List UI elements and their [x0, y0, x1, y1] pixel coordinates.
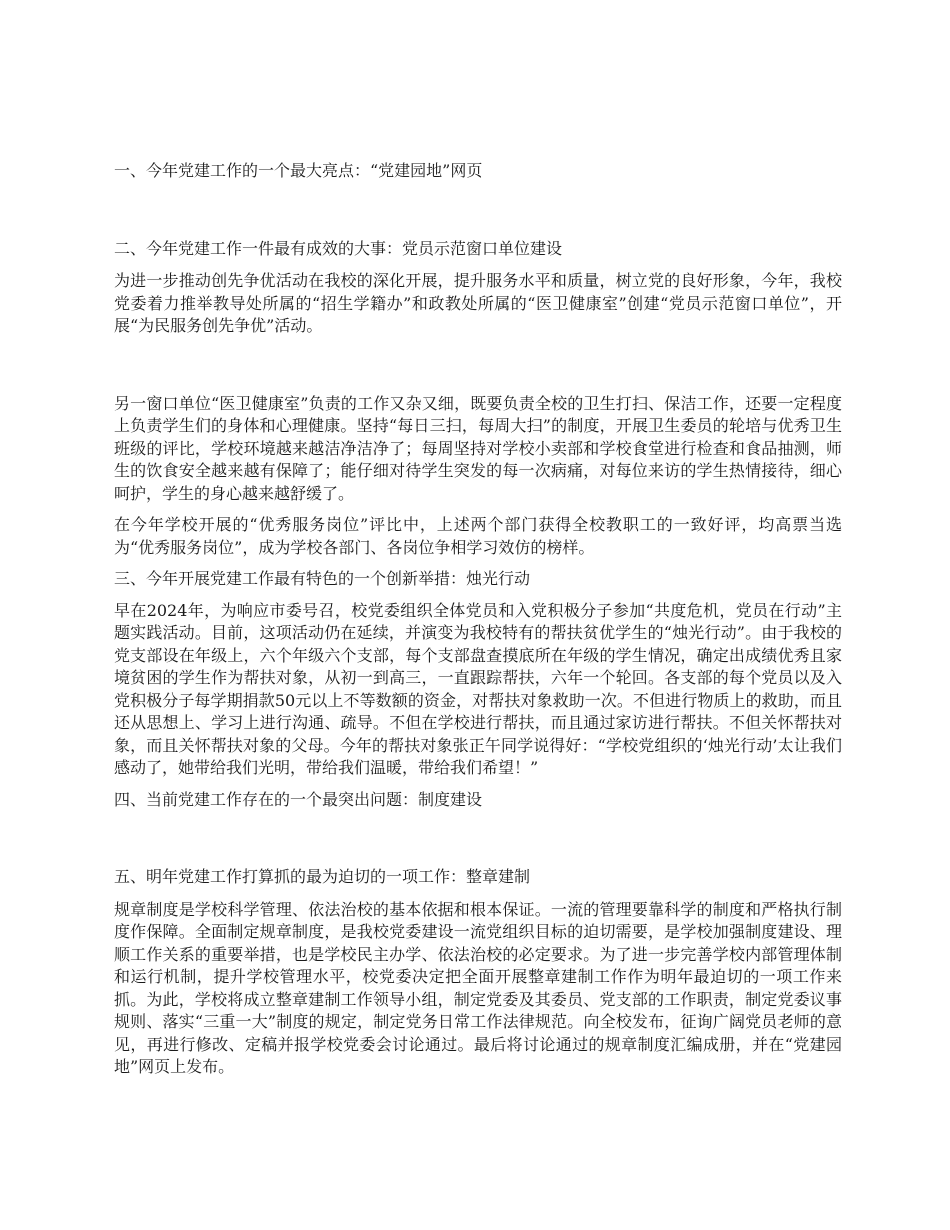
paragraph-rules-system: 规章制度是学校科学管理、依法治校的基本依据和根本保证。一流的管理要靠科学的制度和严格执行制度作保障。全面制定规章制度，是我校党委建设一流党组织目标的迫切需要，是学校加强制度建设、理顺工作关系的重要举措，也是学校民主办学、依法治校的必定要求。为了进一步完善学校内部管理体制和运行机制，提升学校管理水平，校党委决定把全面开展整章建制工作作为明年最迫切的一项工作来抓。为此，学校将成立整章建制工作领导小组，制定党委及其委员、党支部的工作职责，制定党委议事规则、落实“三重一大”制度的规定，制定党务日常工作法律规范。向全校发布，征询广阔党员老师的意见，再进行修改、定稿并报学校党委会讨论通过。最后将讨论通过的规章制度汇编成册，并在“党建园地”网页上发布。 [114, 899, 842, 1076]
section-heading-2: 二、今年党建工作一件最有成效的大事：党员示范窗口单位建设 [114, 238, 563, 258]
paragraph-demonstration-window: 为进一步推动创先争优活动在我校的深化开展，提升服务水平和质量，树立党的良好形象，今年，我校党委着力推举教导处所属的“招生学籍办”和政教处所属的“医卫健康室”创建“党员示范窗口单位”，开展“为民服务创先争优”活动。 [114, 271, 842, 335]
paragraph-service-award: 在今年学校开展的“优秀服务岗位”评比中，上述两个部门获得全校教职工的一致好评，均高票当选为“优秀服务岗位”，成为学校各部门、各岗位争相学习效仿的榜样。 [114, 515, 842, 557]
section-heading-4: 四、当前党建工作存在的一个最突出问题：制度建设 [114, 789, 483, 809]
section-heading-1: 一、今年党建工作的一个最大亮点：“党建园地”网页 [114, 161, 483, 180]
section-heading-3: 三、今年开展党建工作最有特色的一个创新举措：烛光行动 [114, 569, 531, 588]
section-heading-5: 五、明年党建工作打算抓的最为迫切的一项工作：整章建制 [114, 867, 531, 886]
paragraph-health-room: 另一窗口单位“医卫健康室”负责的工作又杂又细，既要负责全校的卫生打扫、保洁工作，还要一定程度上负责学生们的身体和心理健康。坚持“每日三扫，每周大扫”的制度，开展卫生委员的轮培与优秀卫生班级的评比，学校环境越来越洁净洁净了；每周坚持对学校小卖部和学校食堂进行检查和食品抽测，师生的饮食安全越来越有保障了；能仔细对待学生突发的每一次病痛，对每位来访的学生热情接待，细心呵护，学生的身心越来越舒缓了。 [114, 393, 842, 503]
document-body [114, 160, 842, 1079]
paragraph-candlelight-action: 早在2024年，为响应市委号召，校党委组织全体党员和入党积极分子参加“共度危机，党员在行动”主题实践活动。目前，这项活动仍在延续，并演变为我校特有的帮扶贫优学生的“烛光行动”。由于我校的党支部设在年级上，六个年级六个支部，每个支部盘查摸底所在年级的学生情况，确定出成绩优秀且家境贫困的学生作为帮扶对象，从初一到高三，一直跟踪帮扶，六年一个轮回。各支部的每个党员以及入党积极分子每学期捐款50元以上不等数额的资金，对帮扶对象救助一次。不但进行物质上的救助，而且还从思想上、学习上进行沟通、疏导。不但在学校进行帮扶，而且通过家访进行帮扶。不但关怀帮扶对象，而且关怀帮扶对象的父母。今年的帮扶对象张正午同学说得好：“学校党组织的‘烛光行动’太让我们感动了，她带给我们光明，带给我们温暖，带给我们希望！” [114, 600, 842, 777]
